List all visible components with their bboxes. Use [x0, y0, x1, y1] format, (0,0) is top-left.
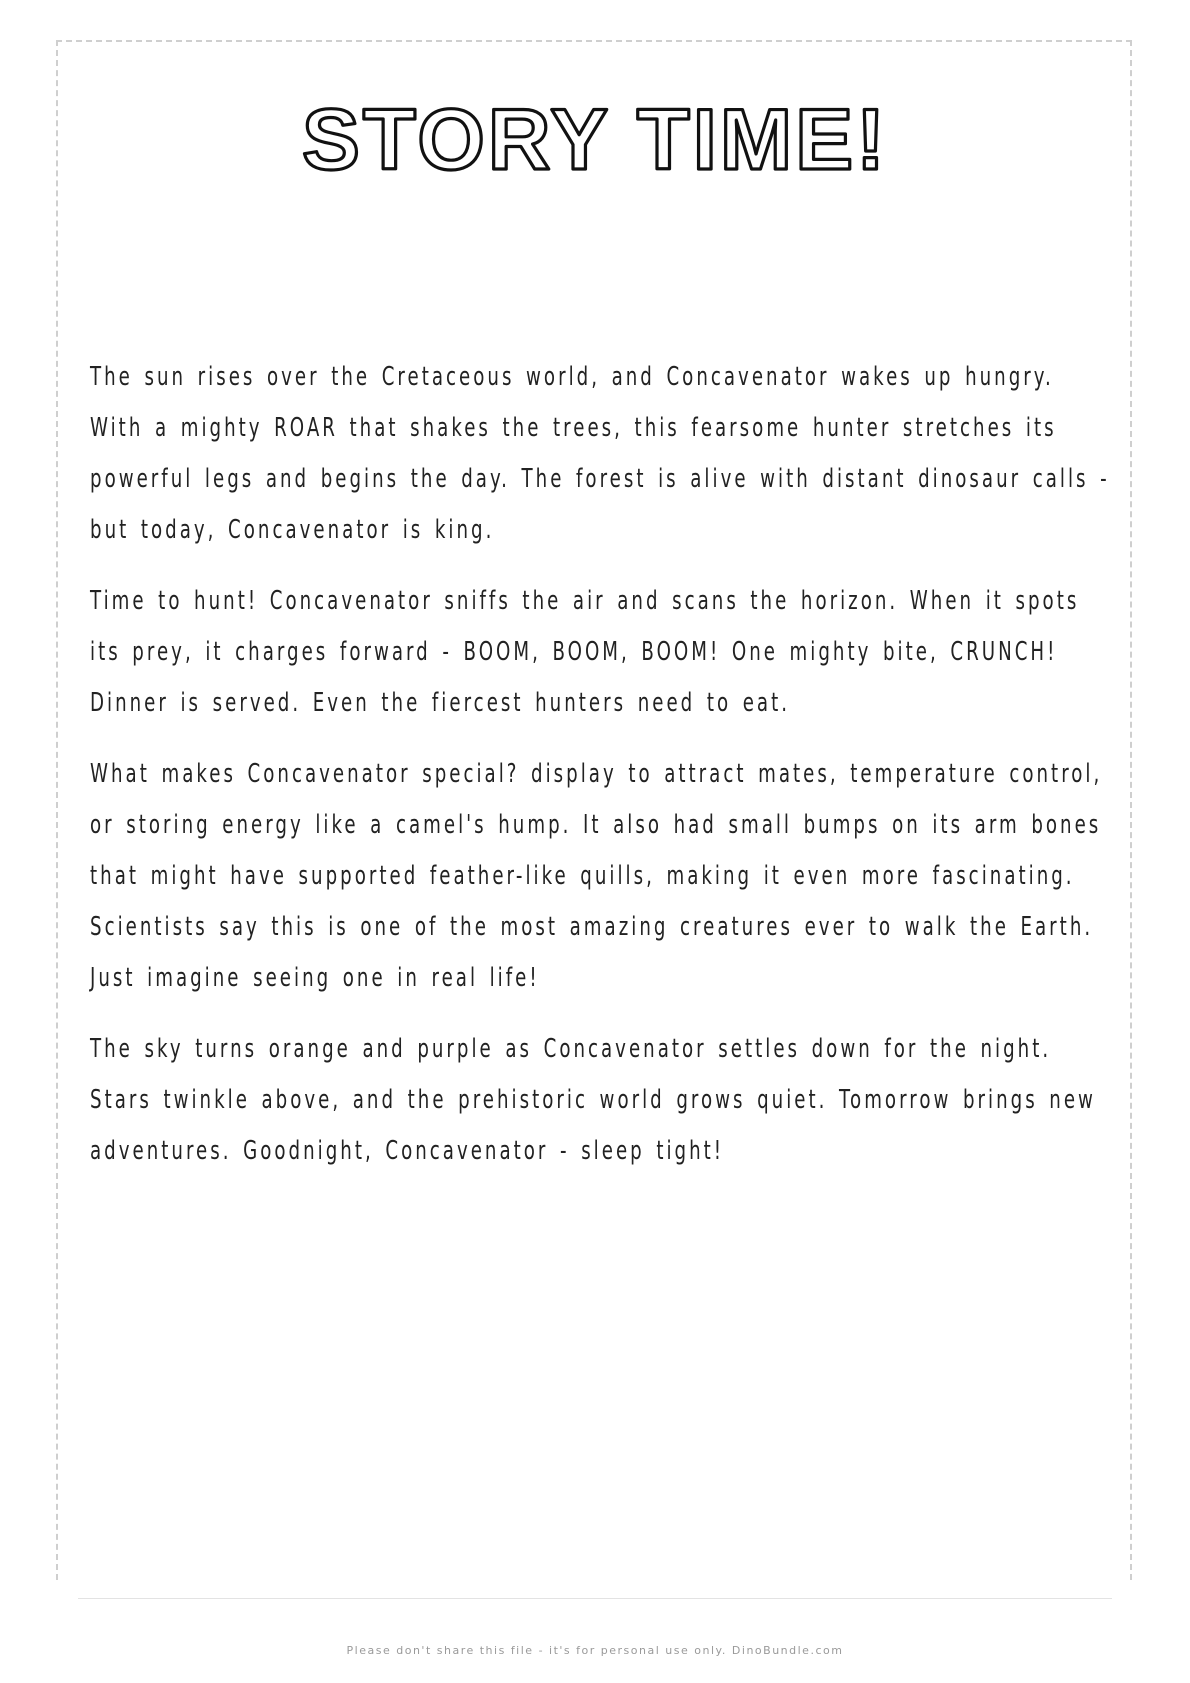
- title-outline-graphic: [0, 84, 1190, 194]
- page-title: STORY TIME!: [302, 92, 888, 188]
- story-body: [90, 352, 1110, 1197]
- title-banner: [0, 84, 1190, 194]
- story-paragraph-3: What makes Concavenator special? display to attract mates, temperature control, or storing energy like a camel's hump. It also had small bumps on its arm bones that might have supported feather-like quills, making it even more fascinating. Scientists say this is one of the most amazing creatures ever to walk the Earth. Just imagine seeing one in real life!: [90, 759, 1103, 993]
- story-paragraph-1: The sun rises over the Cretaceous world, and Concavenator wakes up hungry. With a mighty ROAR that shakes the trees, this fearsome hunter stretches its powerful legs and begins the day. The forest is alive with distant dinosaur calls - but today, Concavenator is king.: [90, 362, 1110, 545]
- footer-note: Please don't share this file - it's for personal use only. DinoBundle.com: [346, 1644, 844, 1657]
- story-paragraph-2: Time to hunt! Concavenator sniffs the air and scans the horizon. When it spots its prey, it charges forward - BOOM, BOOM, BOOM! One mighty bite, CRUNCH! Dinner is served. Even the fiercest hunters need to eat.: [90, 586, 1080, 718]
- footer-divider: [78, 1598, 1112, 1599]
- story-paragraph-4: The sky turns orange and purple as Concavenator settles down for the night. Stars twinkle above, and the prehistoric world grows quiet. Tomorrow brings new adventures. Goodnight, Concavenator - sleep tight!: [90, 1034, 1096, 1166]
